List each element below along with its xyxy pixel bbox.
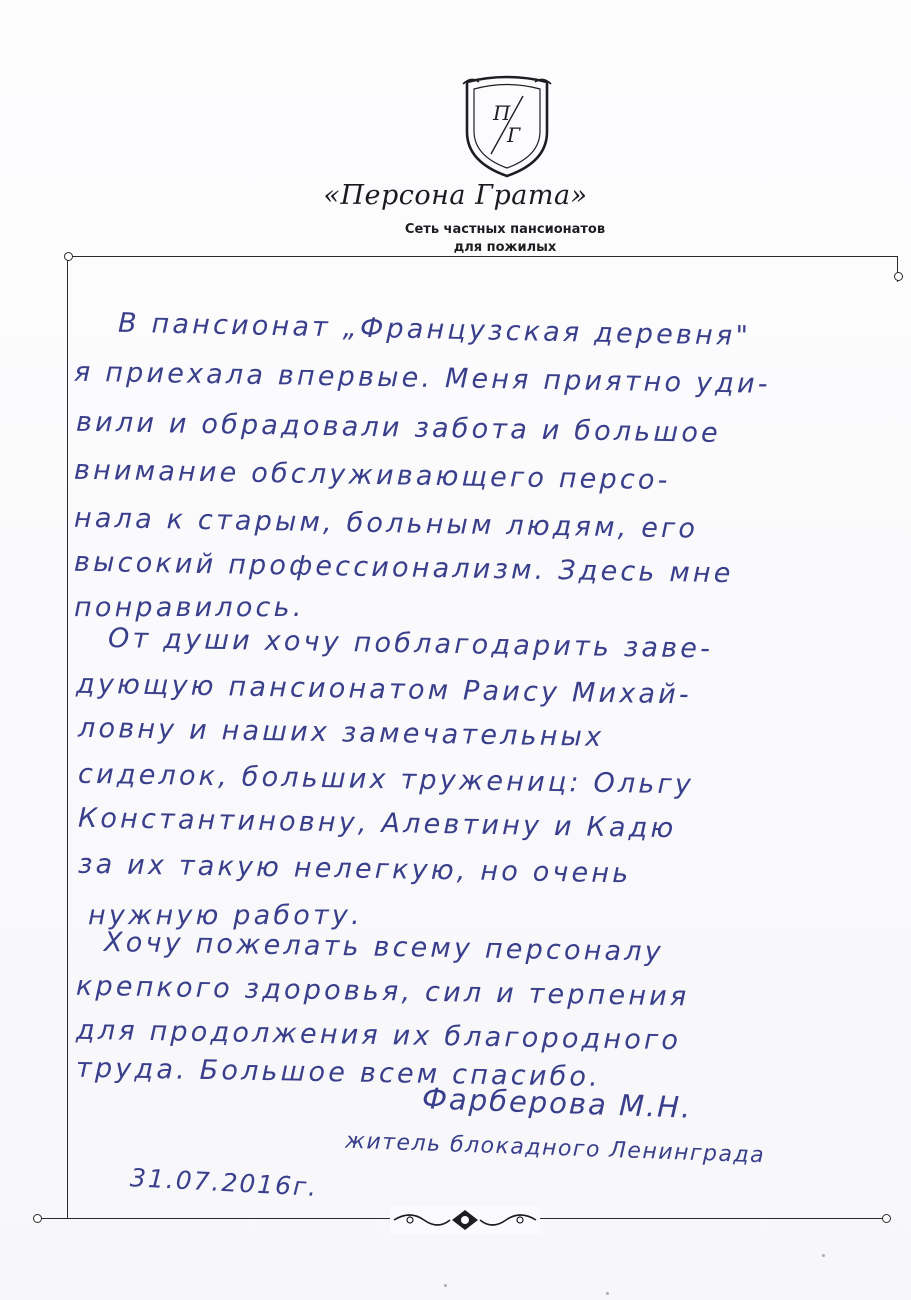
letter-line: внимание обслуживающего персо-: [73, 454, 671, 497]
letter-line: дующую пансионатом Раису Михай-: [75, 668, 693, 711]
signature-name: Фарберова М.Н.: [421, 1081, 693, 1125]
letter-line: сиделок, больших тружениц: Ольгу: [77, 758, 695, 801]
frame-corner-dot: [882, 1214, 891, 1223]
tagline-line-2: для пожилых: [453, 240, 557, 255]
letter-line: Константиновну, Алевтину и Кадю: [77, 802, 677, 845]
scan-speck: [606, 1292, 609, 1295]
tagline-line-1: Сеть частных пансионатов: [404, 222, 606, 237]
frame-corner-dot: [894, 272, 903, 281]
letter-line: труда. Большое всем спасибо.: [75, 1052, 602, 1093]
frame-corner-dot: [33, 1214, 42, 1223]
flourish-ornament: [390, 1206, 540, 1234]
letter-line: крепкого здоровья, сил и терпения: [75, 970, 690, 1013]
letter-date: 31.07.2016г.: [129, 1163, 319, 1202]
scan-speck: [444, 1284, 447, 1287]
letter-line: От души хочу поблагодарить заве-: [107, 622, 714, 665]
crest-logo: [461, 74, 553, 178]
letter-line: В пансионат „Французская деревня": [117, 307, 752, 352]
letter-line: я приехала впервые. Меня приятно уди-: [73, 356, 772, 400]
letter-line: высокий профессионализм. Здесь мне: [73, 546, 734, 590]
svg-text:Г: Г: [507, 123, 521, 147]
svg-text:П: П: [493, 101, 511, 125]
letter-line: Хочу пожелать всему персоналу: [103, 926, 665, 968]
letter-line: для продолжения их благородного: [75, 1014, 682, 1057]
letter-line: нужную работу.: [88, 900, 363, 931]
brand-name: «Персона Грата»: [323, 180, 588, 211]
signature-title: житель блокадного Ленинграда: [344, 1128, 766, 1169]
frame-corner-dot: [64, 252, 73, 261]
letter-line: за их такую нелегкую, но очень: [77, 848, 632, 890]
scan-speck: [822, 1254, 825, 1257]
letter-line: ловну и наших замечательных: [77, 712, 605, 753]
letter-line: нала к старым, больным людям, его: [73, 502, 699, 545]
letter-line: вили и обрадовали забота и большое: [75, 406, 722, 449]
letter-line: понравилось.: [74, 592, 305, 623]
